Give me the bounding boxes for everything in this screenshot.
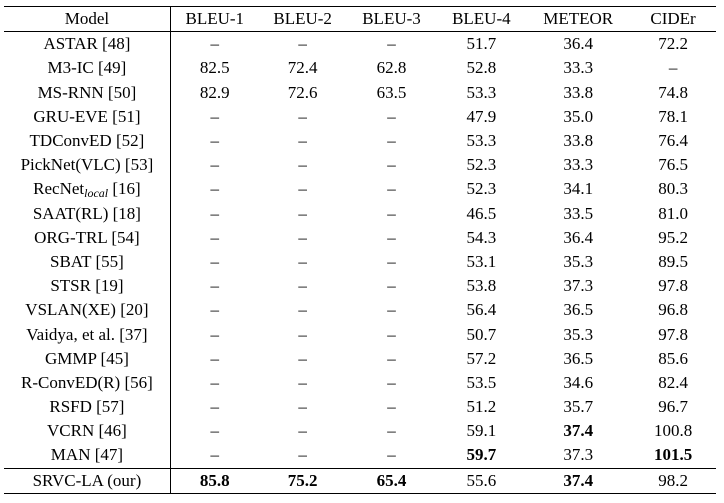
bleu1-cell: – <box>210 106 220 126</box>
table-row <box>4 419 716 443</box>
table-header <box>4 7 716 32</box>
bleu3-cell: – <box>387 227 396 247</box>
cider-cell: 96.7 <box>658 397 688 417</box>
table-row <box>4 177 716 201</box>
bleu2-cell: – <box>298 397 307 417</box>
bleu3-cell: – <box>387 445 396 465</box>
bleu1-cell: – <box>210 348 220 368</box>
cider-cell: 98.2 <box>630 468 716 493</box>
bleu1-cell: 85.8 <box>170 468 258 493</box>
bleu2-cell: – <box>298 348 307 368</box>
model-name-cell: GRU-EVE [51] <box>4 105 170 129</box>
bleu2-cell: – <box>298 445 307 465</box>
header-model: Model <box>4 7 170 32</box>
meteor-cell: 33.3 <box>563 155 594 175</box>
bleu3-cell: – <box>387 397 396 417</box>
cider-cell: 76.4 <box>658 131 688 151</box>
bleu3-cell: – <box>387 155 396 175</box>
header-cider: CIDEr <box>630 7 716 32</box>
cider-cell: 96.8 <box>658 300 688 320</box>
bleu4-cell: 52.3 <box>466 179 497 199</box>
bleu2-cell: 72.4 <box>287 58 318 78</box>
bleu4-cell: 51.2 <box>466 397 497 417</box>
bleu4-cell: 52.3 <box>466 155 497 175</box>
bleu1-cell: – <box>210 179 220 199</box>
bleu2-cell: – <box>298 106 307 126</box>
bleu1-cell: – <box>210 324 220 344</box>
bleu4-cell: 56.4 <box>466 300 497 320</box>
bleu2-cell: 75.2 <box>259 468 347 493</box>
model-name-cell <box>4 177 170 201</box>
table-row <box>4 395 716 419</box>
bleu2-cell: – <box>298 227 307 247</box>
bleu4-cell: 55.6 <box>436 468 526 493</box>
table-row <box>4 250 716 274</box>
model-name-cell: Vaidya, et al. [37] <box>4 322 170 346</box>
bleu3-cell: – <box>387 276 396 296</box>
meteor-cell: 37.4 <box>563 421 594 441</box>
bleu2-cell: – <box>298 203 307 223</box>
header-bleu4: BLEU-4 <box>436 7 526 32</box>
cider-cell: 85.6 <box>658 348 688 368</box>
cider-cell: 81.0 <box>658 203 688 223</box>
model-name-cell: STSR [19] <box>4 274 170 298</box>
results-table-container <box>4 6 716 494</box>
table-row <box>4 105 716 129</box>
table-row-ours <box>4 468 716 493</box>
meteor-cell: 37.3 <box>563 276 594 296</box>
table-row <box>4 443 716 468</box>
model-name-cell: R-ConvED(R) [56] <box>4 371 170 395</box>
bleu3-cell: – <box>387 372 396 392</box>
bleu4-cell: 52.8 <box>466 58 497 78</box>
bleu1-cell: – <box>210 421 220 441</box>
cider-cell: 74.8 <box>658 82 688 102</box>
bleu4-cell: 47.9 <box>466 106 497 126</box>
meteor-cell: 36.4 <box>563 34 594 54</box>
cider-cell: 101.5 <box>653 445 693 465</box>
bleu4-cell: 51.7 <box>466 34 497 54</box>
bleu4-cell: 59.1 <box>466 421 497 441</box>
bleu1-cell: – <box>210 397 220 417</box>
table-row <box>4 153 716 177</box>
bleu4-cell: 54.3 <box>466 227 497 247</box>
bleu2-cell: – <box>298 251 307 271</box>
bleu1-cell: – <box>210 203 220 223</box>
bleu2-cell: 72.6 <box>287 82 318 102</box>
meteor-cell: 35.3 <box>563 251 594 271</box>
model-name-subscript: local <box>84 186 109 201</box>
bleu4-cell: 53.1 <box>466 251 497 271</box>
model-name-cell: MS-RNN [50] <box>4 81 170 105</box>
bleu2-cell: – <box>298 324 307 344</box>
table-row <box>4 32 716 57</box>
cider-cell: – <box>668 58 678 78</box>
model-name-cell: VSLAN(XE) [20] <box>4 298 170 322</box>
bleu4-cell: 59.7 <box>466 445 497 465</box>
bleu4-cell: 46.5 <box>466 203 497 223</box>
bleu2-cell: – <box>298 155 307 175</box>
model-name-cell: M3-IC [49] <box>4 56 170 80</box>
meteor-cell: 36.5 <box>563 300 594 320</box>
cider-cell: 80.3 <box>658 179 688 199</box>
bleu3-cell: – <box>387 203 396 223</box>
bleu2-cell: – <box>298 276 307 296</box>
bleu3-cell: 63.5 <box>376 82 407 102</box>
cider-cell: 100.8 <box>653 421 693 441</box>
meteor-cell: 35.7 <box>563 397 594 417</box>
table-row <box>4 226 716 250</box>
bleu3-cell: – <box>387 131 396 151</box>
header-bleu1: BLEU-1 <box>170 7 258 32</box>
bleu1-cell: – <box>210 445 220 465</box>
meteor-cell: 37.3 <box>563 445 594 465</box>
header-bleu3: BLEU-3 <box>347 7 437 32</box>
table-row <box>4 129 716 153</box>
model-name-cell: SRVC-LA (our) <box>4 468 170 493</box>
bleu2-cell: – <box>298 421 307 441</box>
cider-cell: 76.5 <box>658 155 688 175</box>
meteor-cell: 33.5 <box>563 203 594 223</box>
bleu3-cell: – <box>387 34 396 54</box>
meteor-cell: 34.1 <box>563 179 594 199</box>
bleu1-cell: – <box>210 276 220 296</box>
meteor-cell: 35.3 <box>563 324 594 344</box>
bleu3-cell: – <box>387 421 396 441</box>
bleu3-cell: – <box>387 179 396 199</box>
model-name-cell: MAN [47] <box>4 443 170 468</box>
bleu4-cell: 53.8 <box>466 276 497 296</box>
bleu1-cell: – <box>210 251 220 271</box>
bleu3-cell: – <box>387 324 396 344</box>
model-name-cell: RSFD [57] <box>4 395 170 419</box>
bleu4-cell: 50.7 <box>466 324 497 344</box>
bleu1-cell: – <box>210 372 220 392</box>
table-row <box>4 274 716 298</box>
bleu3-cell: – <box>387 300 396 320</box>
bleu1-cell: 82.5 <box>199 58 230 78</box>
header-row <box>4 7 716 32</box>
bleu1-cell: – <box>210 155 220 175</box>
meteor-cell: 36.4 <box>563 227 594 247</box>
cider-cell: 95.2 <box>658 227 688 247</box>
model-name-cell: TDConvED [52] <box>4 129 170 153</box>
table-row <box>4 202 716 226</box>
model-name-cell: ASTAR [48] <box>4 32 170 57</box>
header-meteor: METEOR <box>526 7 630 32</box>
cider-cell: 82.4 <box>658 372 688 392</box>
cider-cell: 97.8 <box>658 276 688 296</box>
bleu2-cell: – <box>298 372 307 392</box>
meteor-cell: 36.5 <box>563 348 594 368</box>
bleu3-cell: 62.8 <box>376 58 407 78</box>
meteor-cell: 33.8 <box>563 82 594 102</box>
meteor-cell: 35.0 <box>563 106 594 126</box>
model-name-cell: VCRN [46] <box>4 419 170 443</box>
bleu2-cell: – <box>298 300 307 320</box>
table-row <box>4 81 716 105</box>
bleu4-cell: 57.2 <box>466 348 497 368</box>
bleu1-cell: 82.9 <box>199 82 230 102</box>
cider-cell: 78.1 <box>658 106 688 126</box>
table-body <box>4 32 716 494</box>
table-row <box>4 298 716 322</box>
bleu1-cell: – <box>210 34 220 54</box>
bleu1-cell: – <box>210 227 220 247</box>
bleu3-cell: 65.4 <box>347 468 437 493</box>
model-name-cell: GMMP [45] <box>4 347 170 371</box>
bleu2-cell: – <box>298 179 307 199</box>
model-name-main: RecNet <box>33 179 85 199</box>
bleu2-cell: – <box>298 34 307 54</box>
table-row <box>4 56 716 80</box>
bleu4-cell: 53.3 <box>466 82 497 102</box>
cider-cell: 72.2 <box>658 34 688 54</box>
bleu1-cell: – <box>210 300 220 320</box>
table-row <box>4 371 716 395</box>
model-name-reference: [16] <box>108 179 141 199</box>
bleu1-cell: – <box>210 131 220 151</box>
bleu3-cell: – <box>387 348 396 368</box>
meteor-cell: 33.3 <box>563 58 594 78</box>
model-name-cell: ORG-TRL [54] <box>4 226 170 250</box>
table-row <box>4 322 716 346</box>
meteor-cell: 33.8 <box>563 131 594 151</box>
cider-cell: 97.8 <box>658 324 688 344</box>
model-name-cell: SAAT(RL) [18] <box>4 202 170 226</box>
bleu4-cell: 53.3 <box>466 131 497 151</box>
bleu4-cell: 53.5 <box>466 372 497 392</box>
model-name-cell: SBAT [55] <box>4 250 170 274</box>
table-row <box>4 347 716 371</box>
cider-cell: 89.5 <box>658 251 688 271</box>
bleu3-cell: – <box>387 106 396 126</box>
model-name-cell: PickNet(VLC) [53] <box>4 153 170 177</box>
meteor-cell: 34.6 <box>563 372 594 392</box>
results-table <box>4 6 716 494</box>
bleu3-cell: – <box>387 251 396 271</box>
header-bleu2: BLEU-2 <box>259 7 347 32</box>
bleu2-cell: – <box>298 131 307 151</box>
meteor-cell: 37.4 <box>526 468 630 493</box>
